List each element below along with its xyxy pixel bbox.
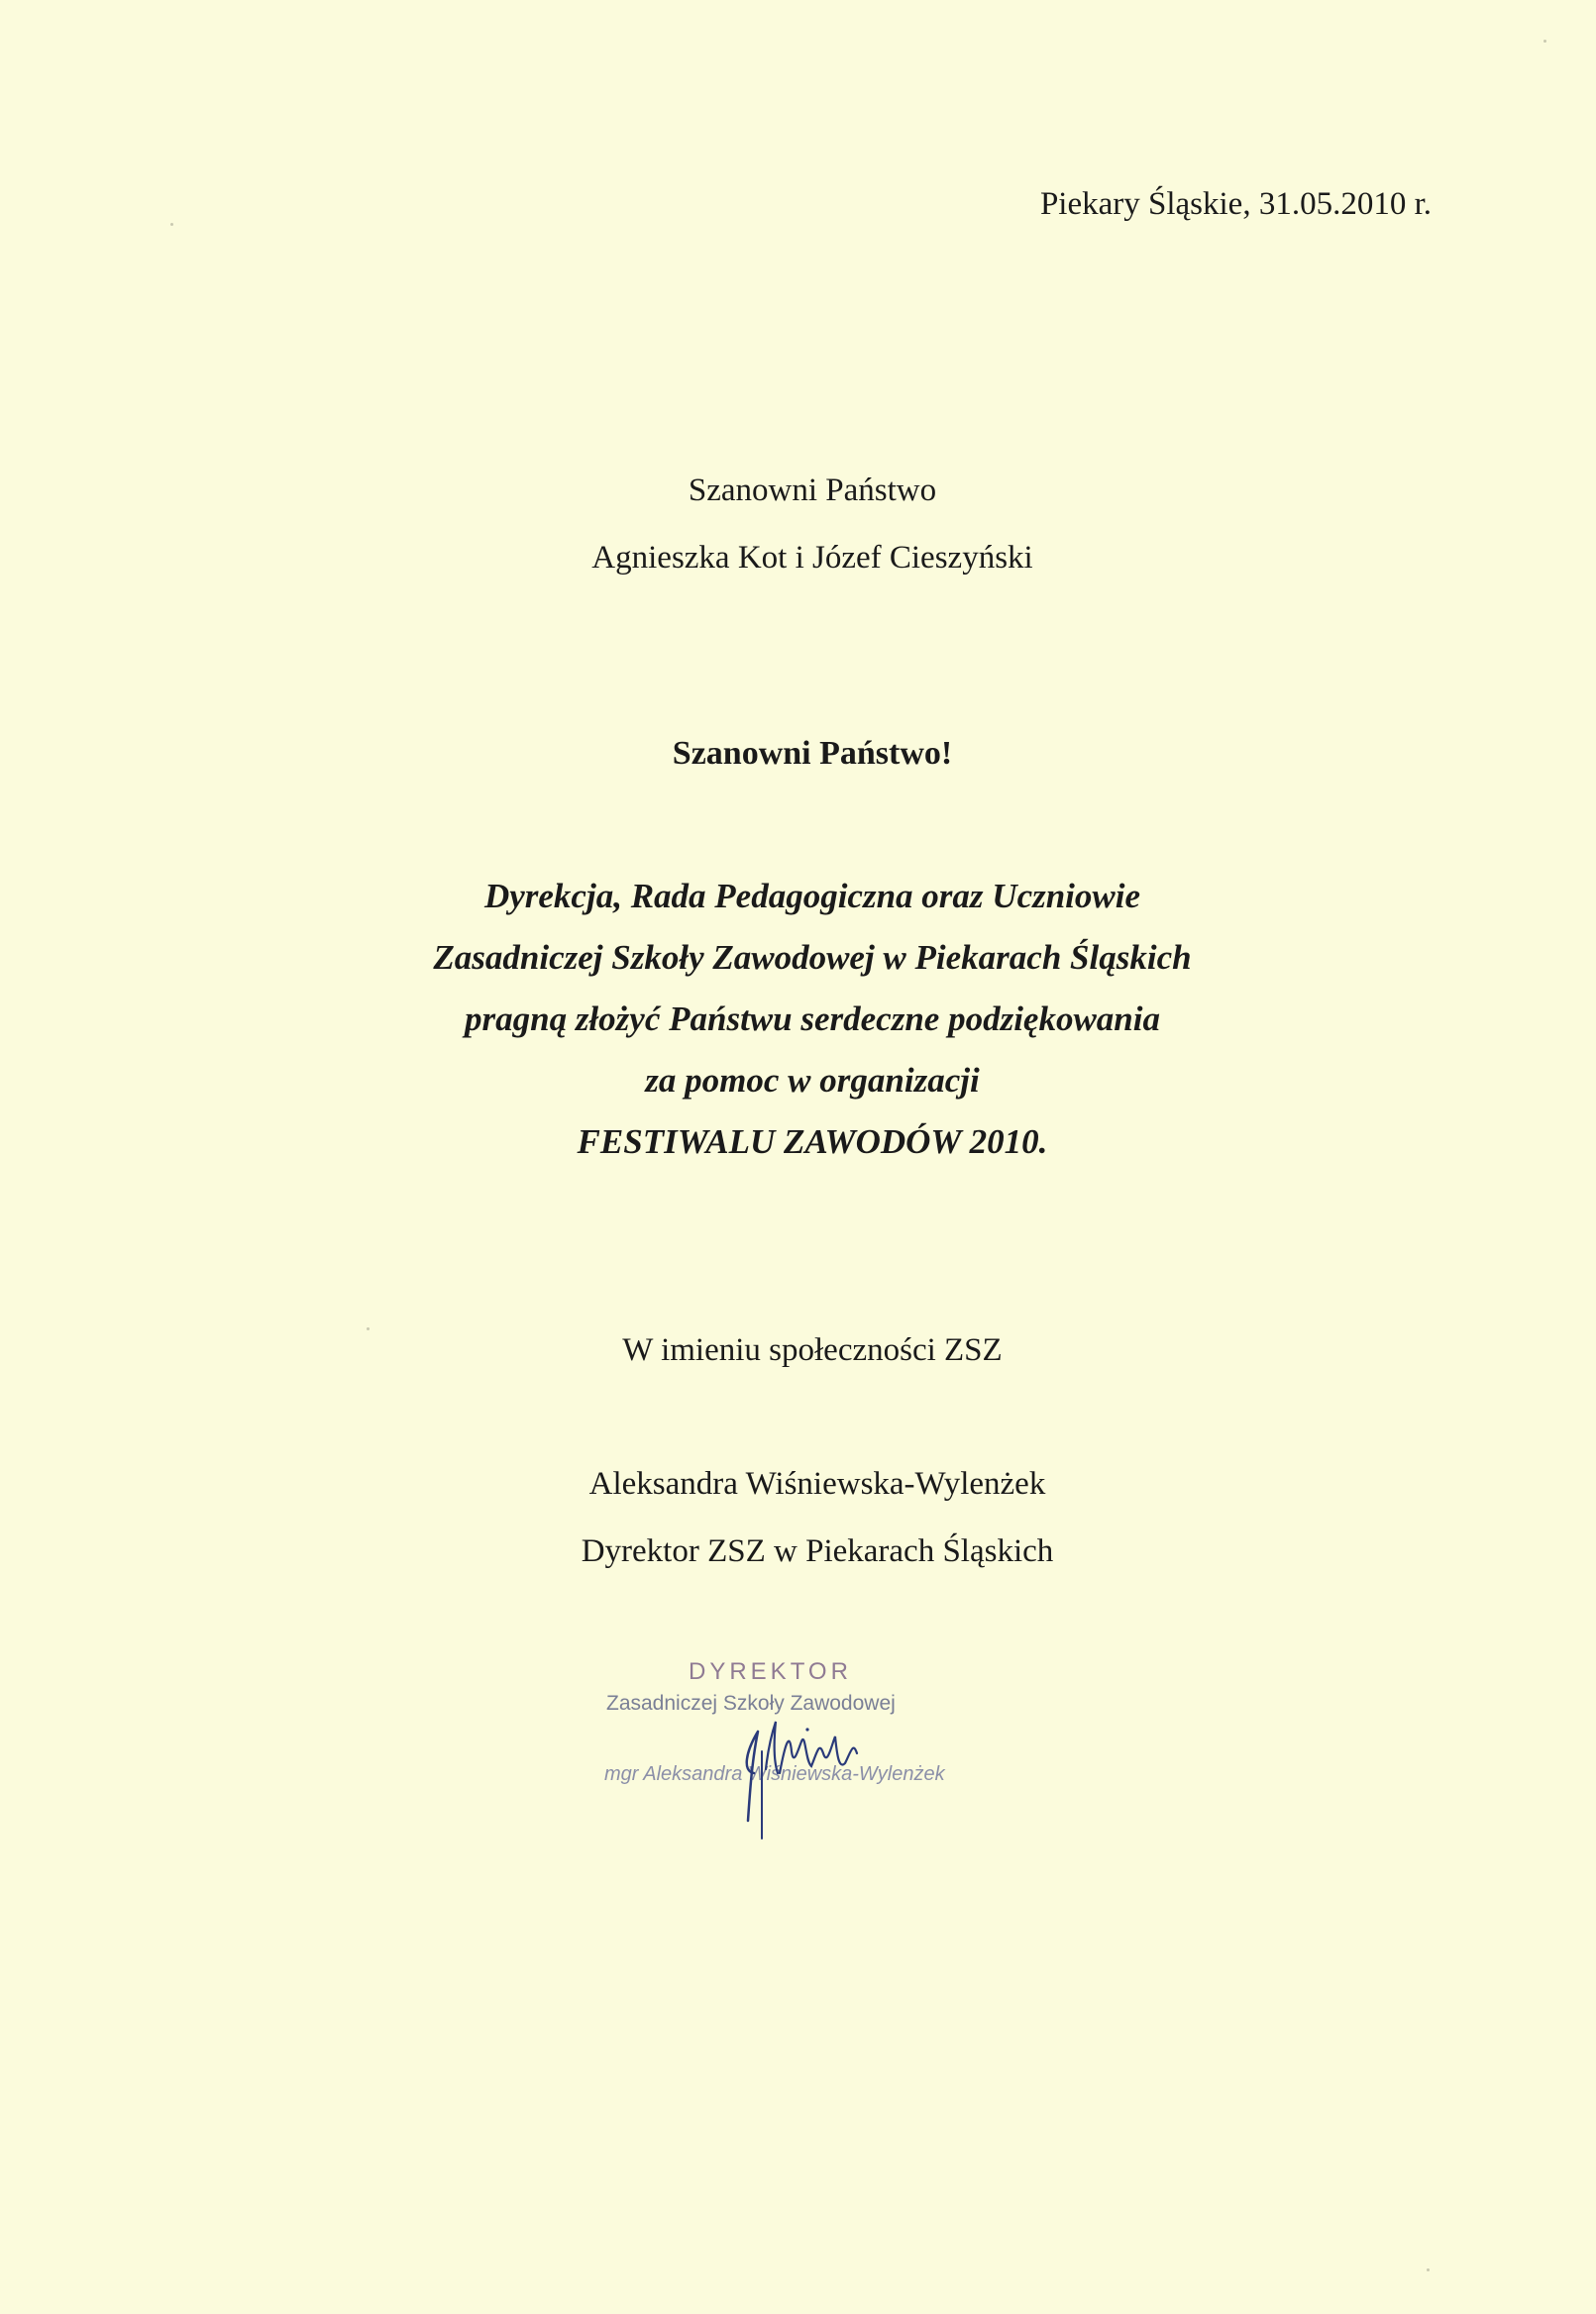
paper-speck [1427, 2268, 1430, 2271]
dateline: Piekary Śląskie, 31.05.2010 r. [1039, 186, 1432, 222]
body-line: Dyrekcja, Rada Pedagogiczna oraz Uczniowie [483, 877, 1141, 915]
stamp-person: mgr Aleksandra Wiśniewska-Wylenżek [604, 1763, 945, 1785]
body-line: za pomoc w organizacji [645, 1061, 980, 1100]
body-line: pragną złożyć Państwu serdeczne podziękowania [465, 999, 1160, 1038]
addressee-line-2: Agnieszka Kot i Józef Cieszyński [591, 540, 1033, 576]
body-line: Zasadniczej Szkoły Zawodowej w Piekarach Śląskich [433, 938, 1192, 977]
salutation: Szanowni Państwo! [672, 735, 953, 772]
stamp-school: Zasadniczej Szkoły Zawodowej [606, 1692, 896, 1715]
body-line: FESTIWALU ZAWODÓW 2010. [577, 1122, 1048, 1161]
signatory-title: Dyrektor ZSZ w Piekarach Śląskich [581, 1533, 1054, 1569]
signatory-name: Aleksandra Wiśniewska-Wylenżek [588, 1466, 1046, 1502]
paper-speck [1543, 40, 1546, 43]
closing-line: W imieniu społeczności ZSZ [622, 1332, 1003, 1368]
stamp-title: DYREKTOR [689, 1658, 852, 1685]
addressee-line-1: Szanowni Państwo [688, 473, 937, 508]
letter-body [0, 866, 1596, 1173]
handwritten-signature [728, 1712, 946, 1841]
paper-speck [170, 223, 173, 226]
paper-speck [367, 1327, 370, 1330]
